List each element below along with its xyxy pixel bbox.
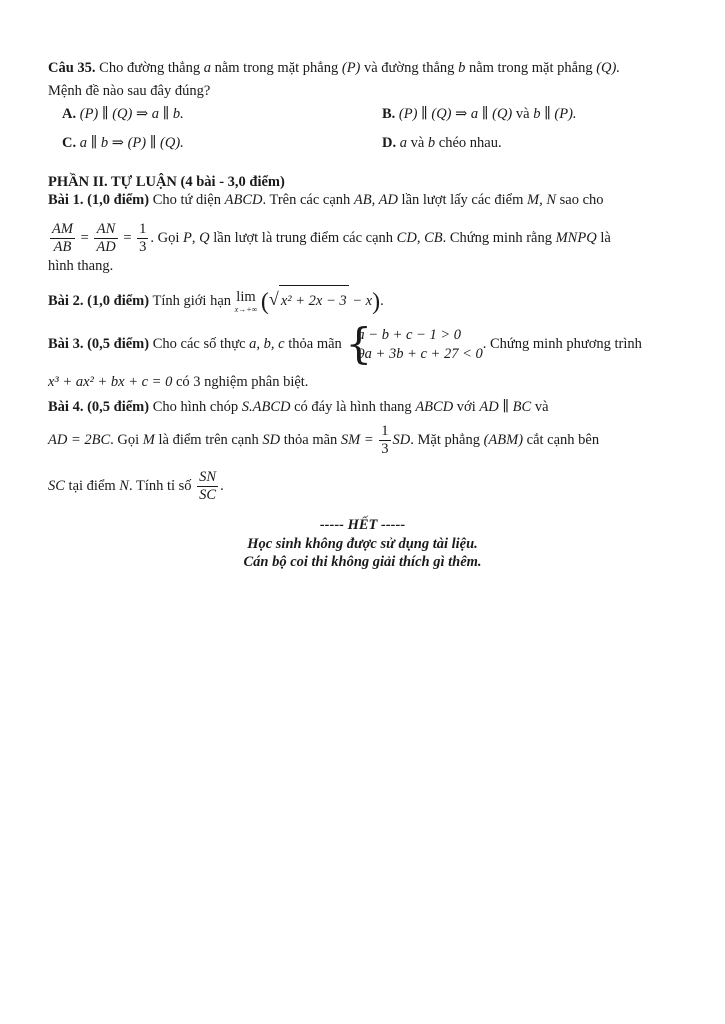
parallel-ad-bc: AD ∥ BC [479, 399, 532, 415]
end-marker: ----- HẾT ----- [319, 517, 406, 533]
q35-line1 [48, 58, 620, 78]
q35-text: nằm trong mặt phẳng [468, 60, 593, 76]
fraction-am-ab: $\frac{AM}{AB}$ [52, 221, 73, 256]
option-d [382, 133, 502, 153]
bai3-vars: a, b, c [249, 336, 285, 352]
bai4-text: . Mặt phẳng [410, 432, 480, 448]
part2-heading: PHẦN II. TỰ LUẬN (4 bài - 3,0 điểm) [48, 174, 285, 190]
bai1-line3: hình thang. [48, 258, 114, 274]
bai4-text: và [534, 399, 549, 415]
bai1-text: là [600, 230, 611, 246]
bai4-label: Bài 4. (0,5 điểm) [48, 399, 150, 415]
bai2-text: Tính giới hạn [152, 293, 232, 309]
option-a-text: (P) ∥ (Q) ⇒ a ∥ b. [79, 106, 184, 122]
point-n: N [119, 478, 129, 494]
option-d-a: a [399, 135, 407, 151]
bai3-label: Bài 3. (0,5 điểm) [48, 336, 150, 352]
bai1-line2: $\frac{AM}{AB}$ = $\frac{AN}{AD}$ = $\frac{1}{3}$ . Gọi P, Q lần lượt là trung điểm các cạnh CD, CB. Chứng minh rằng MNPQ là [52, 221, 611, 256]
plane-p: (P) [341, 60, 361, 76]
option-b-and: và [515, 106, 530, 122]
bai1-label: Bài 1. (1,0 điểm) [48, 192, 150, 208]
edge-sc: SC [48, 478, 65, 494]
var-a: a [203, 60, 211, 76]
bai1-text: sao cho [559, 192, 604, 208]
ad-equals-2bc: AD = 2BC [48, 432, 111, 448]
bai1-text: . Chứng minh rằng [442, 230, 552, 246]
footer-note-2: Cán bộ coi thi không giải thích gì thêm. [243, 554, 482, 570]
bai1-abcd: ABCD [224, 192, 263, 208]
option-b [382, 104, 577, 124]
option-c-label: C. [62, 135, 77, 151]
option-b-math: (P) ∥ (Q) ⇒ a ∥ (Q) [398, 106, 513, 122]
fraction-an-ad: $\frac{AN}{AD}$ [96, 221, 116, 256]
bai2-label: Bài 2. (1,0 điểm) [48, 293, 150, 309]
bai4-text: tại điểm [68, 478, 116, 494]
bai1-text: . Trên các cạnh [262, 192, 351, 208]
trapezoid-abcd: ABCD [415, 399, 454, 415]
var-b: b [458, 60, 466, 76]
q35-label: Câu 35. [48, 60, 96, 76]
limit-tail: − x [352, 293, 373, 309]
bai3-text: Cho các số thực [152, 336, 246, 352]
option-a [62, 104, 184, 124]
option-c-text: a ∥ b ⇒ (P) ∥ (Q). [79, 135, 184, 151]
option-b-tail: b ∥ (P). [533, 106, 577, 122]
option-d-tail: chéo nhau. [438, 135, 502, 151]
bai4-text: có đáy là hình thang [294, 399, 412, 415]
bai3-text: thỏa mãn [288, 336, 342, 352]
footer-note-1: Học sinh không được sử dụng tài liệu. [247, 536, 478, 552]
fraction-one-third: $\frac{1}{3}$ [139, 221, 147, 256]
quad-mnpq: MNPQ [555, 230, 597, 246]
bai4-text: . Tính tỉ số [128, 478, 192, 494]
option-b-label: B. [382, 106, 396, 122]
sqrt-expression: x² + 2x − 3 [279, 285, 349, 316]
q35-text: Cho đường thẳng [99, 60, 201, 76]
point-m: M [142, 432, 155, 448]
bai3-line1 [48, 318, 642, 368]
bai4-text: với [456, 399, 476, 415]
bai4-text: . Gọi [110, 432, 140, 448]
bai1-text: . Gọi [150, 230, 180, 246]
bai1-mn: M, N [527, 192, 556, 208]
inequality-system: { a − b + c − 1 > 0 9a + 3b + c + 27 < 0 [345, 318, 483, 368]
bai4-text: cắt cạnh bên [526, 432, 600, 448]
bai1-text: Cho tứ diện [152, 192, 221, 208]
pyramid-sabcd: S.ABCD [241, 399, 291, 415]
bai1-text: lần lượt lấy các điểm [401, 192, 524, 208]
bai1-text: lần lượt là trung điểm các cạnh [213, 230, 394, 246]
q35-text: và đường thẳng [364, 60, 455, 76]
bai4-line2 [48, 420, 599, 460]
plane-q: (Q). [596, 60, 620, 76]
bai4-text: Cho hình chóp [152, 399, 239, 415]
q35-text: nằm trong mặt phẳng [214, 60, 339, 76]
edge-sd: SD [392, 432, 411, 448]
point-p: P [183, 230, 192, 246]
limit-operator: lim x→+∞ [234, 289, 258, 315]
edge-sd: SD [262, 432, 281, 448]
option-d-label: D. [382, 135, 397, 151]
bai3-line2 [48, 372, 308, 392]
option-d-b: b [427, 135, 436, 151]
bai3-text: có 3 nghiệm phân biệt. [175, 374, 309, 390]
q35-line2: Mệnh đề nào sau đây đúng? [48, 83, 211, 99]
fraction-one-third-b4: $\frac{1}{3}$ [381, 423, 389, 458]
option-a-label: A. [62, 106, 77, 122]
bai1-line1 [48, 190, 604, 210]
sm-equation: SM = [340, 432, 374, 448]
bai2-line: Bài 2. (1,0 điểm) Tính giới hạn lim x→+∞ (√ x² + 2x − 3 − x). [48, 284, 384, 317]
bai1-edges: AB, AD [353, 192, 398, 208]
cubic-equation: x³ + ax² + bx + c = 0 [48, 374, 173, 390]
point-q: Q [199, 230, 210, 246]
option-d-and: và [410, 135, 425, 151]
edge-cd: CD [396, 230, 417, 246]
plane-abm: (ABM) [483, 432, 524, 448]
bai4-line3: SC tại điểm N. Tính tỉ số $\frac{SN}{SC}$ . [48, 469, 224, 504]
ratio-sn-sc: $\frac{SN}{SC}$ [199, 469, 217, 504]
bai4-text: là điểm trên cạnh [158, 432, 259, 448]
bai3-text: . Chứng minh phương trình [482, 336, 642, 352]
edge-cb: CB [424, 230, 443, 246]
bai4-line1 [48, 397, 549, 417]
bai4-text: thỏa mãn [283, 432, 338, 448]
option-c [62, 133, 184, 153]
